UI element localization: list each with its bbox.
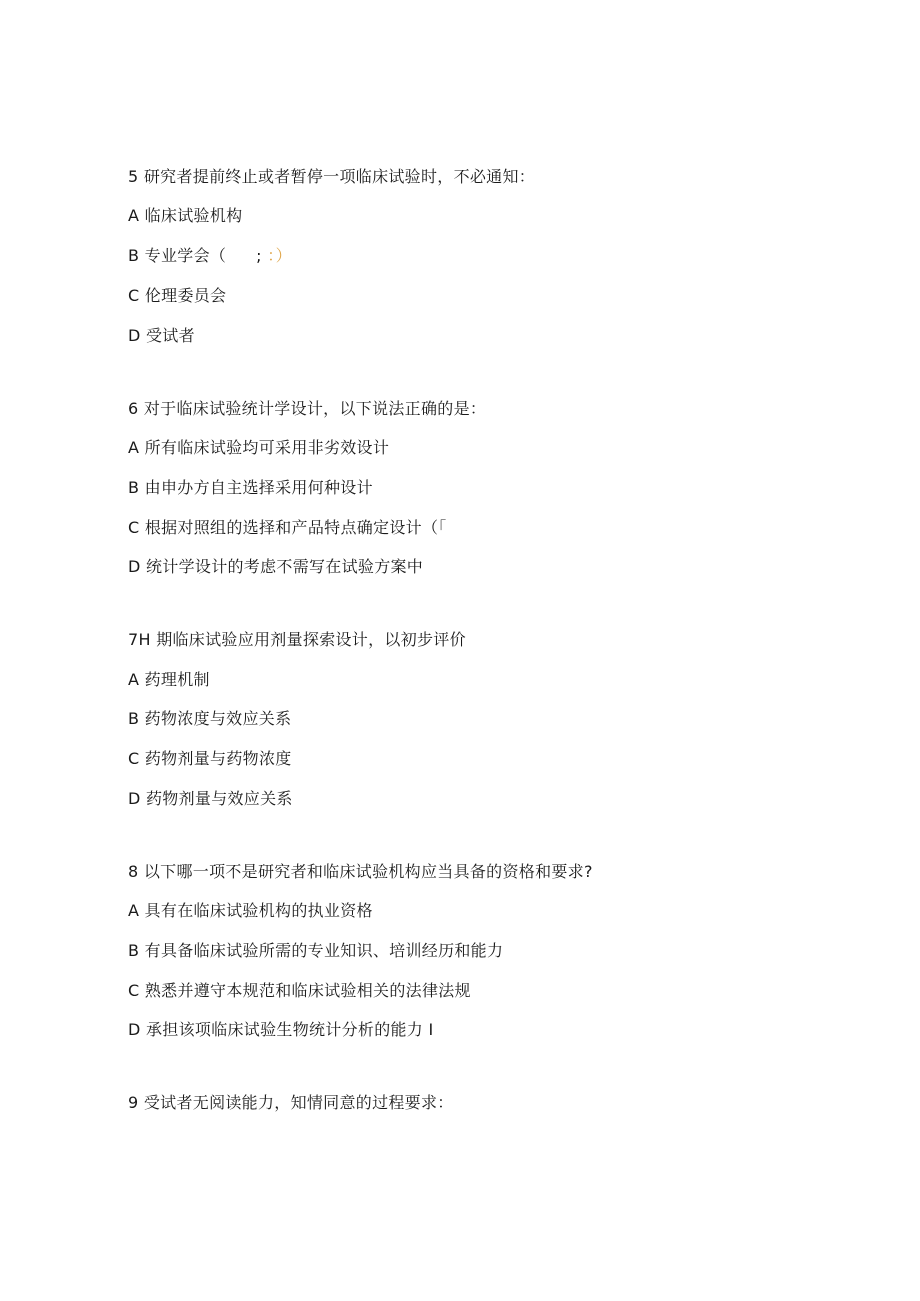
question-9-stem: 9 受试者无阅读能力，知情同意的过程要求：: [128, 1093, 454, 1112]
question-5-option-b-text: B 专业学会（: [128, 246, 227, 265]
question-7-option-b: B 药物浓度与效应关系: [128, 709, 292, 728]
question-5-option-d: D 受试者: [128, 326, 195, 345]
question-5-option-a: A 临床试验机构: [128, 206, 243, 225]
question-6-stem: 6 对于临床试验统计学设计，以下说法正确的是：: [128, 399, 487, 418]
question-5-option-b-semicolon: ;: [256, 246, 262, 265]
question-6-option-d: D 统计学设计的考虑不需写在试验方案中: [128, 557, 424, 576]
question-6-option-a: A 所有临床试验均可采用非劣效设计: [128, 438, 390, 457]
question-7-option-c: C 药物剂量与药物浓度: [128, 749, 292, 768]
question-8-stem: 8 以下哪一项不是研究者和临床试验机构应当具备的资格和要求?: [128, 862, 593, 881]
question-5-option-c: C 伦理委员会: [128, 286, 227, 305]
question-5-stem: 5 研究者提前终止或者暂停一项临床试验时，不必通知：: [128, 167, 536, 186]
question-8-option-d: D 承担该项临床试验生物统计分析的能力 I: [128, 1020, 434, 1039]
question-7-option-d: D 药物剂量与效应关系: [128, 789, 293, 808]
question-7-option-a: A 药理机制: [128, 670, 210, 689]
question-5-option-b: [128, 245, 292, 267]
question-6-option-c: C 根据对照组的选择和产品特点确定设计（「: [128, 518, 447, 537]
question-6-option-b: B 由申办方自主选择采用何种设计: [128, 478, 373, 497]
question-8-option-a: A 具有在临床试验机构的执业资格: [128, 901, 373, 920]
question-8-option-c: C 熟悉并遵守本规范和临床试验相关的法律法规: [128, 981, 471, 1000]
question-7-stem: 7H 期临床试验应用剂量探索设计，以初步评价: [128, 630, 466, 649]
question-8-option-b: B 有具备临床试验所需的专业知识、培训经历和能力: [128, 941, 504, 960]
question-5-option-b-faint-marks: ：）: [267, 246, 292, 265]
